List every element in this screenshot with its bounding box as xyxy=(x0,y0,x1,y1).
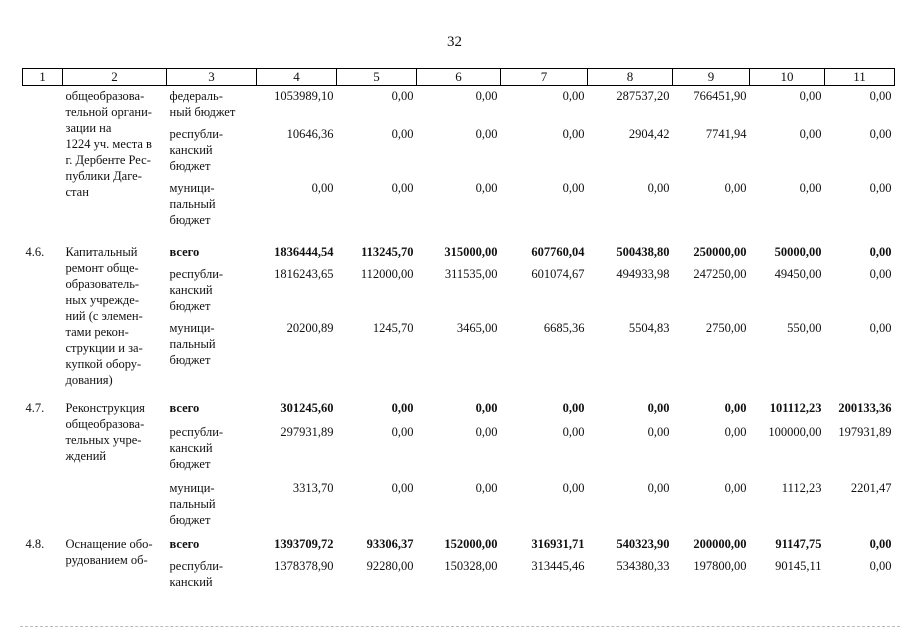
value-cell: 0,00 xyxy=(799,127,822,141)
item-code: 4.8. xyxy=(25,537,45,551)
value-cell: 6685,36 xyxy=(543,321,585,335)
value-cell: 200000,00 xyxy=(693,537,747,551)
value-cell: 247250,00 xyxy=(693,267,747,281)
value-cell: 301245,60 xyxy=(280,401,334,415)
value-cell: 1836444,54 xyxy=(274,245,334,259)
value-cell: 287537,20 xyxy=(616,89,670,103)
funding-source: всего xyxy=(169,401,200,415)
column-header: 11 xyxy=(825,69,895,86)
value-cell: 0,00 xyxy=(647,401,670,415)
value-cell: 0,00 xyxy=(799,89,822,103)
table-row xyxy=(23,86,895,125)
value-cell: 0,00 xyxy=(562,401,585,415)
value-cell: 766451,90 xyxy=(693,89,747,103)
column-header: 2 xyxy=(63,69,167,86)
funding-source: республи- канский бюджет xyxy=(169,127,224,173)
item-name: Реконструкция общеобразова- тельных учре- ждений xyxy=(65,401,145,463)
value-cell: 5504,83 xyxy=(628,321,670,335)
value-cell: 1378378,90 xyxy=(274,559,334,573)
value-cell: 0,00 xyxy=(724,401,747,415)
table-row xyxy=(23,534,895,556)
value-cell: 0,00 xyxy=(475,401,498,415)
value-cell: 10646,36 xyxy=(286,127,334,141)
value-cell: 540323,90 xyxy=(616,537,670,551)
value-cell: 0,00 xyxy=(391,425,414,439)
value-cell: 0,00 xyxy=(391,127,414,141)
value-cell: 0,00 xyxy=(869,245,892,259)
value-cell: 0,00 xyxy=(391,181,414,195)
funding-source: республи- канский xyxy=(169,559,224,589)
value-cell: 0,00 xyxy=(562,481,585,495)
value-cell: 90145,11 xyxy=(775,559,822,573)
value-cell: 0,00 xyxy=(475,127,498,141)
value-cell: 0,00 xyxy=(724,181,747,195)
value-cell: 200133,36 xyxy=(838,401,892,415)
value-cell: 93306,37 xyxy=(366,537,414,551)
value-cell: 197931,89 xyxy=(838,425,892,439)
column-header: 7 xyxy=(501,69,588,86)
value-cell: 100000,00 xyxy=(768,425,822,439)
column-header: 1 xyxy=(23,69,63,86)
value-cell: 550,00 xyxy=(787,321,822,335)
value-cell: 0,00 xyxy=(475,89,498,103)
value-cell: 601074,67 xyxy=(531,267,585,281)
value-cell: 1245,70 xyxy=(372,321,414,335)
value-cell: 311535,00 xyxy=(444,267,498,281)
column-header: 5 xyxy=(337,69,417,86)
column-header: 9 xyxy=(673,69,750,86)
value-cell: 1393709,72 xyxy=(274,537,334,551)
budget-table xyxy=(22,68,895,594)
value-cell: 3465,00 xyxy=(456,321,498,335)
funding-source: муници- пальный бюджет xyxy=(169,321,216,367)
funding-source: муници- пальный бюджет xyxy=(169,481,216,527)
column-number-header xyxy=(23,69,895,86)
value-cell: 2750,00 xyxy=(705,321,747,335)
value-cell: 91147,75 xyxy=(775,537,822,551)
value-cell: 315000,00 xyxy=(444,245,498,259)
table-row xyxy=(23,242,895,264)
value-cell: 0,00 xyxy=(391,481,414,495)
value-cell: 49450,00 xyxy=(774,267,822,281)
value-cell: 0,00 xyxy=(562,181,585,195)
value-cell: 0,00 xyxy=(869,559,892,573)
value-cell: 7741,94 xyxy=(705,127,747,141)
value-cell: 20200,89 xyxy=(286,321,334,335)
value-cell: 0,00 xyxy=(475,181,498,195)
value-cell: 197800,00 xyxy=(693,559,747,573)
funding-source: всего xyxy=(169,245,200,259)
funding-source: республи- канский бюджет xyxy=(169,425,224,471)
value-cell: 607760,04 xyxy=(531,245,585,259)
item-name: Оснащение обо- рудованием об- xyxy=(65,537,153,567)
item-code: 4.6. xyxy=(25,245,45,259)
value-cell: 316931,71 xyxy=(531,537,585,551)
value-cell: 250000,00 xyxy=(693,245,747,259)
value-cell: 0,00 xyxy=(647,425,670,439)
value-cell: 534380,33 xyxy=(616,559,670,573)
value-cell: 0,00 xyxy=(311,181,334,195)
value-cell: 0,00 xyxy=(562,89,585,103)
value-cell: 150328,00 xyxy=(444,559,498,573)
value-cell: 113245,70 xyxy=(361,245,414,259)
value-cell: 0,00 xyxy=(475,425,498,439)
value-cell: 0,00 xyxy=(647,481,670,495)
scan-artifact-line xyxy=(20,626,900,627)
value-cell: 494933,98 xyxy=(616,267,670,281)
value-cell: 101112,23 xyxy=(769,401,822,415)
value-cell: 0,00 xyxy=(562,425,585,439)
page-number: 32 xyxy=(447,34,462,50)
value-cell: 1112,23 xyxy=(781,481,822,495)
funding-source: муници- пальный бюджет xyxy=(169,181,216,227)
value-cell: 0,00 xyxy=(562,127,585,141)
table-row xyxy=(23,398,895,422)
value-cell: 0,00 xyxy=(391,89,414,103)
item-name: Капитальный ремонт обще- образователь- ных учрежде- ний (с элемен- тами рекон- струкции и за- купкой обору- дования) xyxy=(65,245,143,387)
value-cell: 3313,70 xyxy=(292,481,334,495)
value-cell: 2904,42 xyxy=(628,127,670,141)
value-cell: 0,00 xyxy=(869,89,892,103)
funding-source: республи- канский бюджет xyxy=(169,267,224,313)
value-cell: 0,00 xyxy=(869,127,892,141)
value-cell: 92280,00 xyxy=(366,559,414,573)
value-cell: 500438,80 xyxy=(616,245,670,259)
item-name: общеобразова- тельной органи- зации на 1224 уч. места в г. Дербенте Рес- публики Даге- стан xyxy=(65,89,152,199)
value-cell: 1816243,65 xyxy=(274,267,334,281)
value-cell: 0,00 xyxy=(647,181,670,195)
funding-source: федераль- ный бюджет xyxy=(169,89,236,119)
column-header: 10 xyxy=(750,69,825,86)
column-header: 8 xyxy=(588,69,673,86)
item-code: 4.7. xyxy=(25,401,45,415)
column-header: 6 xyxy=(417,69,501,86)
funding-source: всего xyxy=(169,537,200,551)
value-cell: 0,00 xyxy=(799,181,822,195)
value-cell: 152000,00 xyxy=(444,537,498,551)
value-cell: 2201,47 xyxy=(850,481,892,495)
value-cell: 0,00 xyxy=(869,267,892,281)
value-cell: 0,00 xyxy=(869,321,892,335)
column-header: 4 xyxy=(257,69,337,86)
item-code xyxy=(23,86,63,125)
value-cell: 0,00 xyxy=(869,181,892,195)
value-cell: 313445,46 xyxy=(531,559,585,573)
value-cell: 0,00 xyxy=(724,425,747,439)
value-cell: 0,00 xyxy=(724,481,747,495)
value-cell: 297931,89 xyxy=(280,425,334,439)
value-cell: 112000,00 xyxy=(360,267,414,281)
value-cell: 0,00 xyxy=(391,401,414,415)
value-cell: 0,00 xyxy=(869,537,892,551)
value-cell: 1053989,10 xyxy=(274,89,334,103)
column-header: 3 xyxy=(167,69,257,86)
value-cell: 50000,00 xyxy=(774,245,822,259)
value-cell: 0,00 xyxy=(475,481,498,495)
